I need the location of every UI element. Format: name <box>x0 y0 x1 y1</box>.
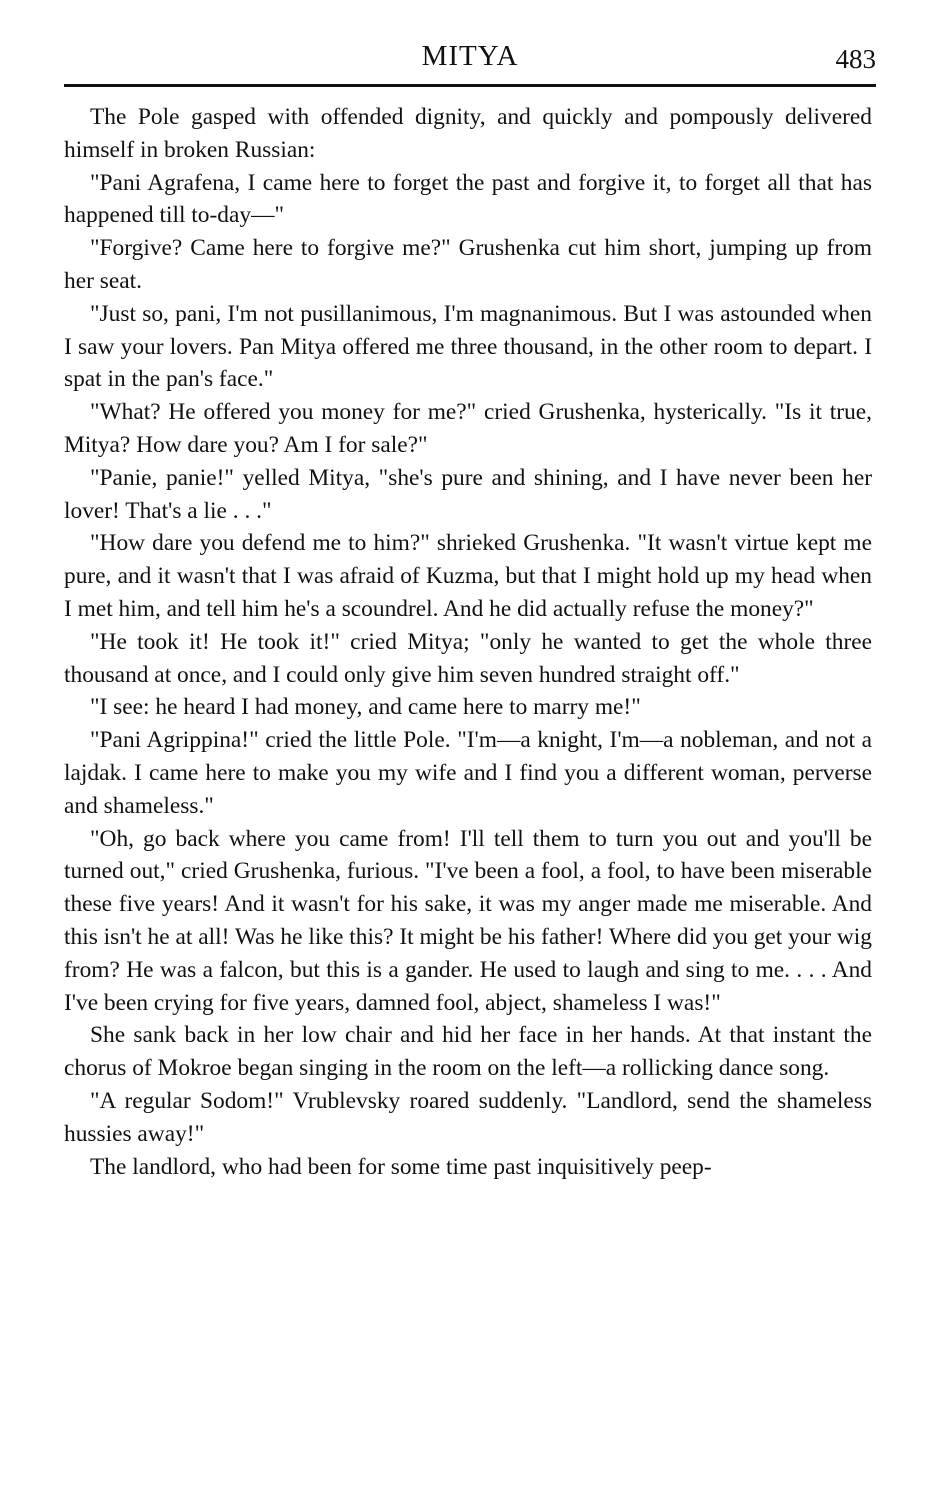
paragraph: "Pani Agrippina!" cried the little Pole. "I'm—a knight, I'm—a nobleman, and not a lajdak. I came here to make you my wife and I find you a different woman, perverse and shameless." <box>64 727 872 819</box>
paragraph: "Pani Agrafena, I came here to forget the past and forgive it, to forget all that has happened till to-day—" <box>64 169 872 229</box>
paragraph: The landlord, who had been for some time past inquisitively peep- <box>90 1153 712 1180</box>
paragraph: "Oh, go back where you came from! I'll tell them to turn you out and you'll be turned out," cried Grushenka, furious. "I've been a fool, a fool, to have been miserable these five years! And it wasn't for his sake, it was my anger made me miserable. And this isn't he at all! Was he like this? It might be his father! Where did you get your wig from? He was a falcon, but this is a gander. He used to laugh and sing to me. . . . And I've been crying for five years, damned fool, abject, shameless I was!" <box>64 825 872 1016</box>
header-rule <box>64 84 876 87</box>
page-number: 483 <box>835 44 876 74</box>
paragraph: "Just so, pani, I'm not pusillanimous, I'm magnanimous. But I was astounded when I saw your lovers. Pan Mitya offered me three thousand, in the other room to depart. I spat in the pan's face." <box>64 300 872 393</box>
paragraph: "Forgive? Came here to forgive me?" Grushenka cut him short, jumping up from her seat. <box>64 235 872 294</box>
chapter-title: MITYA <box>421 40 519 72</box>
paragraph: "What? He offered you money for me?" cried Grushenka, hysterically. "Is it true, Mitya? How dare you? Am I for sale?" <box>64 399 872 458</box>
paragraph: "I see: he heard I had money, and came here to marry me!" <box>90 694 641 721</box>
body-text <box>64 101 872 1183</box>
paragraph: "He took it! He took it!" cried Mitya; "only he wanted to get the whole three thousand at once, and I could only give him seven hundred straight off." <box>64 628 872 688</box>
paragraph: "A regular Sodom!" Vrublevsky roared suddenly. "Landlord, send the shameless hussies away!" <box>64 1087 872 1147</box>
paragraph: "Panie, panie!" yelled Mitya, "she's pure and shining, and I have never been her lover! That's a lie . . ." <box>64 464 872 524</box>
paragraph: She sank back in her low chair and hid her face in her hands. At that instant the chorus of Mokroe began singing in the room on the left—a rollicking dance song. <box>64 1022 872 1082</box>
paragraph: "How dare you defend me to him?" shrieked Grushenka. "It wasn't virtue kept me pure, and it wasn't that I was afraid of Kuzma, but that I might hold up my head when I met him, and tell him he's a scoundrel. And he did actually refuse the money?" <box>64 530 872 622</box>
paragraph: The Pole gasped with offended dignity, and quickly and pompously delivered himself in broken Russian: <box>64 104 872 163</box>
running-head <box>64 36 876 80</box>
